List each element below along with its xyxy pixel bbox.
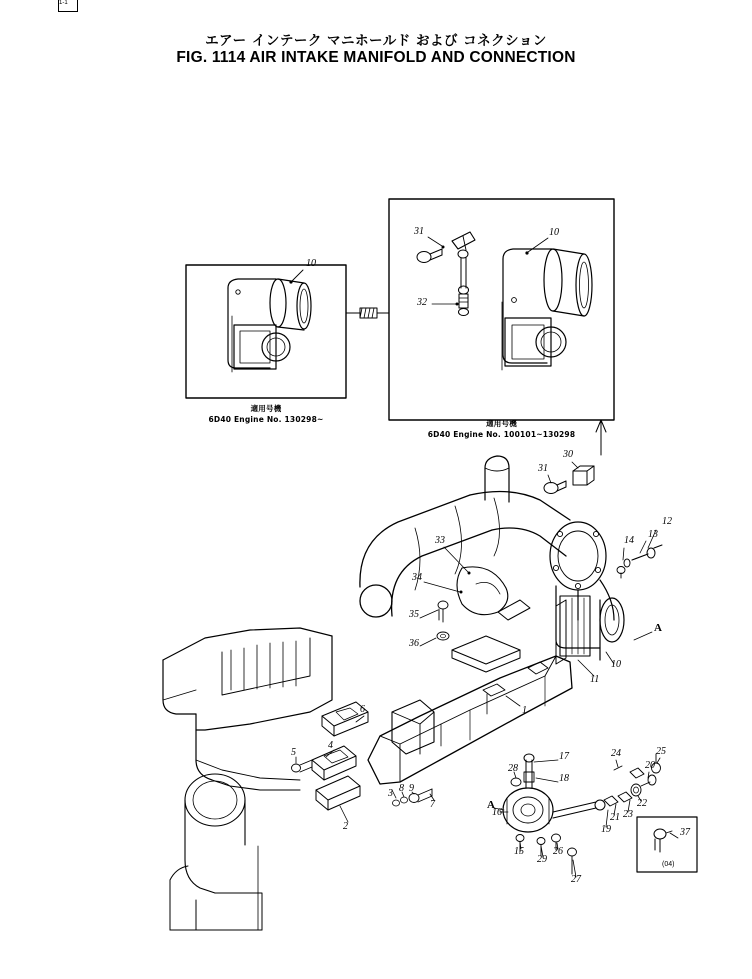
inset-left-caption-en: 6D40 Engine No. 130298~ [208, 415, 324, 424]
callout-number: 35 [409, 609, 419, 620]
callout-number: 28 [508, 763, 518, 774]
callout-number: 9 [409, 783, 414, 794]
callout-number: 8 [399, 783, 404, 794]
inset-code-label: (04) [662, 861, 675, 868]
page-title-japanese: エアー インテーク マニホールド および コネクション [205, 33, 547, 49]
section-letter-label: A [487, 799, 495, 811]
inset-right-caption [389, 418, 614, 439]
callout-number: 24 [611, 748, 621, 759]
callout-number: 34 [412, 572, 422, 583]
callout-number: 10 [611, 659, 621, 670]
callout-number: 37 [680, 827, 690, 838]
callout-number: 6 [360, 704, 365, 715]
callout-number: 17 [559, 751, 569, 762]
callout-number: 3 [388, 788, 393, 799]
callout-number: 32 [417, 297, 427, 308]
inset-left-caption [186, 403, 346, 424]
callout-number: 2 [343, 821, 348, 832]
callout-number: 22 [637, 798, 647, 809]
callout-number: 21 [610, 812, 620, 823]
callout-number: 30 [563, 449, 573, 460]
callout-number: 20 [645, 760, 655, 771]
callout-number: 31 [538, 463, 548, 474]
callout-number: 10 [549, 227, 559, 238]
inset-left-caption-jp: 適用号機 [250, 404, 282, 413]
callout-number: 31 [414, 226, 424, 237]
callout-number: 4 [328, 740, 333, 751]
section-letter-label: A [654, 622, 662, 634]
callout-number: 33 [435, 535, 445, 546]
callout-number: 27 [571, 874, 581, 885]
callout-number: 23 [623, 809, 633, 820]
callout-number: 25 [656, 746, 666, 757]
callout-number: 10 [306, 258, 316, 269]
callout-number: 29 [537, 854, 547, 865]
callout-number: 26 [553, 846, 563, 857]
callout-number: 16 [492, 807, 502, 818]
callout-number: 36 [409, 638, 419, 649]
callout-number: 12 [662, 516, 672, 527]
inset-right-caption-jp: 適用号機 [486, 419, 517, 428]
callout-number: 11 [590, 674, 600, 685]
callout-number: 19 [601, 824, 611, 835]
page-title-english: FIG. 1114 AIR INTAKE MANIFOLD AND CONNECTION [176, 49, 576, 66]
callout-number: 1 [522, 705, 527, 716]
callout-number: 18 [559, 773, 569, 784]
callout-number: 5 [291, 747, 296, 758]
callout-number: 15 [514, 846, 524, 857]
inset-right-caption-en: 6D40 Engine No. 100101~130298 [427, 430, 576, 439]
callout-number: 13 [648, 529, 658, 540]
page-corner-mark: 1-1 [58, 0, 78, 12]
callout-number: 7 [430, 799, 435, 810]
callout-number: 14 [624, 535, 634, 546]
